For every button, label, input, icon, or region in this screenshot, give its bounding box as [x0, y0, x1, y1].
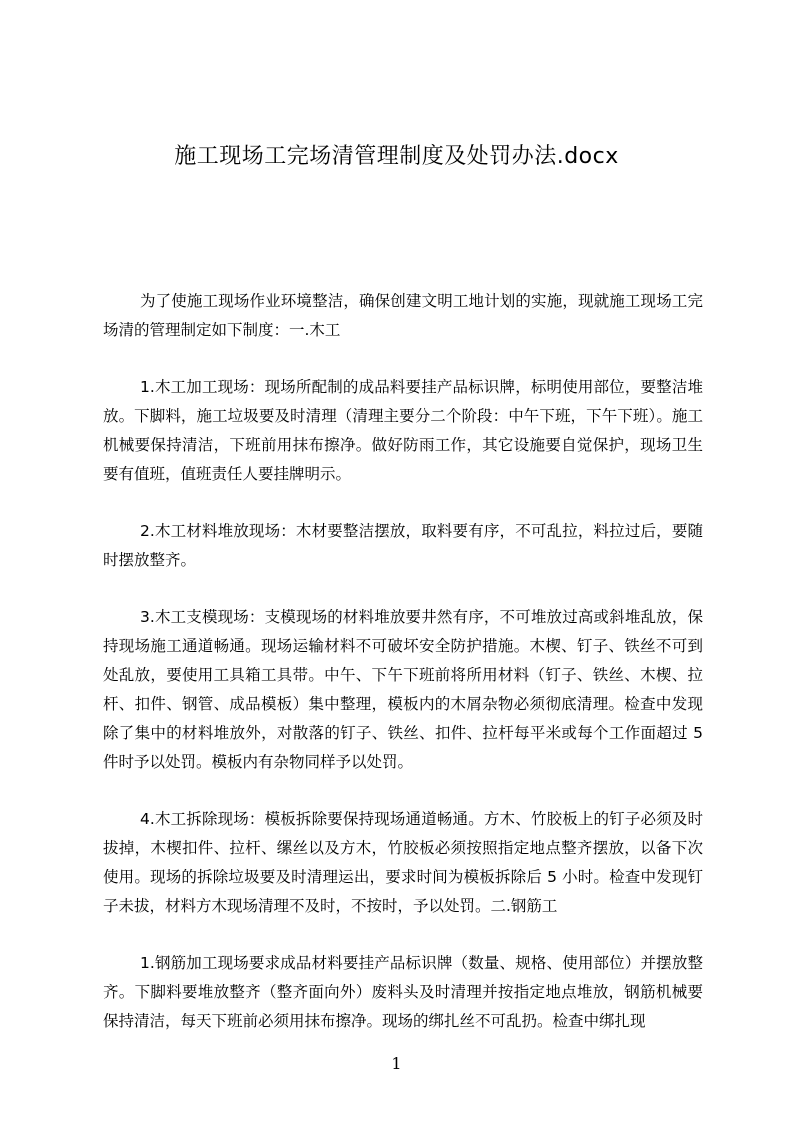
paragraph-formwork-removal: 4.木工拆除现场：模板拆除要保持现场通道畅通。方木、竹胶板上的钉子必须及时拔掉，木楔扣件、拉杆、缧丝以及方木，竹胶板必须按照指定地点整齐摆放，以备下次使用。现场的拆除垃圾要及时清理运出，要求时间为模板拆除后 5 小时。检查中发现钉子未拔，材料方木现场清理不及时，不按时，予以处罚。二.钢筋工 — [103, 810, 703, 915]
document-body — [103, 287, 703, 1036]
paragraph-woodwork-storage: 2.木工材料堆放现场：木材要整洁摆放，取料要有序，不可乱拉，料拉过后，要随时摆放整齐。 — [103, 522, 703, 569]
page-number: 1 — [391, 1054, 402, 1073]
paragraph-intro: 为了使施工现场作业环境整洁，确保创建文明工地计划的实施，现就施工现场工完场清的管理制定如下制度：一.木工 — [103, 292, 703, 339]
paragraph-woodwork-processing: 1.木工加工现场：现场所配制的成品料要挂产品标识牌，标明使用部位，要整洁堆放。下脚料，施工垃圾要及时清理（清理主要分二个阶段：中午下班，下午下班）。施工机械要保持清洁，下班前用抹布擦净。做好防雨工作，其它设施要自觉保护，现场卫生要有值班，值班责任人要挂牌明示。 — [103, 378, 703, 483]
paragraph-rebar-processing: 1.钢筋加工现场要求成品材料要挂产品标识牌（数量、规格、使用部位）并摆放整齐。下脚料要堆放整齐（整齐面向外）废料头及时清理并按指定地点堆放，钢筋机械要保持清洁，每天下班前必须用抹布擦净。现场的绑扎丝不可乱扔。检查中绑扎现 — [103, 954, 703, 1030]
document-title: 施工现场工完场清管理制度及处罚办法.docx — [174, 144, 619, 169]
paragraph-formwork-support: 3.木工支模现场：支模现场的材料堆放要井然有序，不可堆放过高或斜堆乱放，保持现场施工通道畅通。现场运输材料不可破坏安全防护措施。木楔、钉子、铁丝不可到处乱放，要使用工具箱工具带。中午、下午下班前将所用材料（钉子、铁丝、木楔、拉杆、扣件、钢管、成品模板）集中整理，模板内的木屑杂物必须彻底清理。检查中发现除了集中的材料堆放外，对散落的钉子、铁丝、扣件、拉杆每平米或每个工作面超过 5 件时予以处罚。模板内有杂物同样予以处罚。 — [103, 608, 703, 771]
